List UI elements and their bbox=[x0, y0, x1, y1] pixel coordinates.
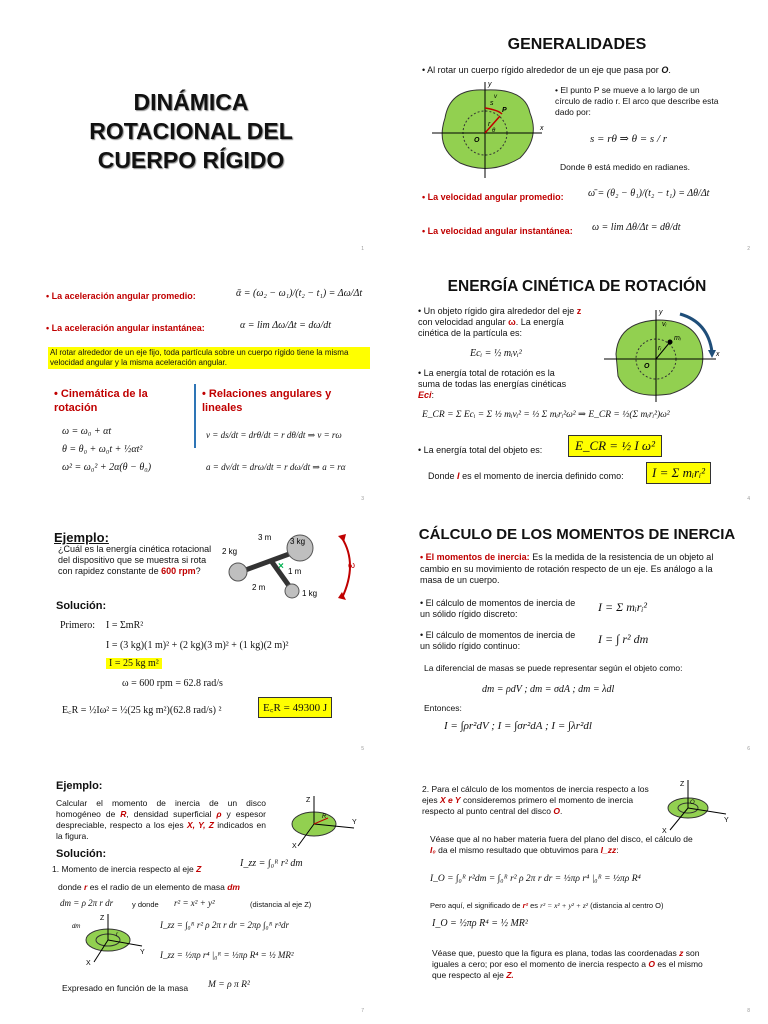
slide-1 bbox=[14, 22, 368, 254]
planar-text-1: Véase que, puesto que la figura es plana, todas las coordenadas bbox=[432, 948, 677, 958]
inertia-symbol: I bbox=[457, 471, 460, 481]
solution-label: Solución: bbox=[56, 848, 107, 860]
element-radius bbox=[58, 881, 240, 893]
primero-label: Primero: bbox=[60, 620, 95, 631]
mass-eq: M = ρ π R² bbox=[208, 980, 250, 990]
svg-text:vᵢ: vᵢ bbox=[662, 321, 667, 328]
svg-text:Z: Z bbox=[680, 781, 685, 788]
continuous-bullet: • El cálculo de momentos de inercia de un sólido rígido continuo: bbox=[420, 630, 576, 651]
mass-point bbox=[668, 340, 673, 345]
solution-result: E꜀R = 49300 J bbox=[258, 697, 332, 718]
continuous-eq: I = ∫ r² dm bbox=[598, 632, 649, 646]
element-text: es el radio de un elemento de masa bbox=[89, 882, 225, 892]
slide-2 bbox=[400, 22, 754, 254]
discrete-bullet: • El cálculo de momentos de inercia de un sólido rígido discreto: bbox=[420, 598, 576, 619]
izz-eq: I_zz = ∫₀ᴿ r² dm bbox=[240, 858, 303, 869]
disk-diagram-2 bbox=[70, 910, 150, 966]
page-number: 1 bbox=[361, 246, 364, 252]
solution-line-3: I = 25 kg m² bbox=[106, 658, 162, 669]
inertia-eq: I = Σ mᵢrᵢ² bbox=[646, 462, 711, 484]
slide-5 bbox=[14, 522, 368, 754]
avg-angular-velocity-eq: ω̄ = (θ₂ − θ₁)/(t₂ − t₁) = Δθ/Δt bbox=[588, 188, 710, 199]
title-line-3: CUERPO RÍGIDO bbox=[97, 147, 285, 173]
page-number: 7 bbox=[361, 1008, 364, 1014]
io-paragraph: Véase que al no haber materia fuera del plano del disco, el cálculo de I₀ da el mismo resultado que obtuvimos para I_zz: bbox=[430, 834, 693, 855]
radians-note: Donde θ está medido en radianes. bbox=[560, 162, 690, 172]
problem-text-2: , densidad superficial bbox=[126, 809, 212, 819]
label-theta: θ bbox=[492, 128, 496, 134]
svg-text:Z: Z bbox=[306, 797, 311, 804]
xy-axes-paragraph: 2. Para el cálculo de los momentos de inercia respecto a los ejes X e Y consideremos primero el momento de inercia respecto al punto central del disco O. bbox=[422, 784, 649, 816]
axis-z: Z bbox=[196, 864, 202, 874]
linear-relation-acceleration: a = dv/dt = drω/dt = r dω/dt ⇒ a = rα bbox=[206, 462, 346, 472]
dm-symbol: dm bbox=[227, 882, 240, 892]
izz-result-eq: I_zz = ½πρ r⁴ |₀ᴿ = ½πρ R⁴ = ½ MR² bbox=[160, 950, 294, 960]
donde-text: donde bbox=[58, 882, 82, 892]
bullet-rotation: • Al rotar un cuerpo rígido alrededor de un eje que pasa por O. bbox=[422, 65, 671, 75]
disk-diagram-1 bbox=[282, 794, 362, 850]
axes-symbols: X, Y, Z bbox=[186, 820, 214, 830]
page-number: 5 bbox=[361, 746, 364, 752]
r-symbol: r bbox=[84, 882, 88, 892]
io-symbol: I₀ bbox=[430, 845, 436, 855]
svg-text:R: R bbox=[322, 814, 327, 820]
axis-z: z bbox=[576, 306, 582, 316]
r2-text: Pero aquí, el significado de bbox=[430, 901, 521, 910]
label-p: P bbox=[502, 107, 507, 114]
rotation-bullet bbox=[418, 306, 590, 339]
kinematics-eq-2: θ = θ₀ + ω₀t + ½αt² bbox=[62, 444, 143, 455]
disk-diagram-3 bbox=[652, 776, 732, 836]
svg-text:X: X bbox=[292, 843, 297, 850]
slide-3 bbox=[14, 272, 368, 504]
kinematics-title: • Cinemática de la rotación bbox=[54, 388, 148, 414]
object-energy-label: • La energía total del objeto es: bbox=[418, 445, 543, 455]
eci-label: Eci bbox=[418, 390, 432, 400]
radius-symbol: R bbox=[120, 809, 127, 819]
page-number: 4 bbox=[747, 496, 750, 502]
planar-text-2: son iguales a cero; por eso el momento de inercia respecto a bbox=[432, 948, 700, 969]
inst-angular-acc-eq: α = lim Δω/Δt = dω/dt bbox=[240, 320, 331, 331]
center-o: O bbox=[553, 806, 560, 816]
ydonde-text: y donde bbox=[132, 900, 159, 909]
arc-description: • El punto P se mueve a lo largo de un círculo de radio r. El arco que describe esta dado por: bbox=[555, 85, 719, 117]
svg-text:O: O bbox=[690, 800, 695, 806]
page-number: 2 bbox=[747, 246, 750, 252]
inst-angular-acc-label: • La aceleración angular instantánea: bbox=[46, 323, 205, 333]
xy-text-1: 2. Para el cálculo de los momentos de inercia respecto a los ejes bbox=[422, 784, 649, 805]
total-energy-eq: E_CR = Σ Ecᵢ = Σ ½ mᵢvᵢ² = ½ Σ mᵢrᵢ²ω² ⇒ E_CR = ½(Σ mᵢrᵢ²)ω² bbox=[422, 410, 670, 420]
z-coordinate: z bbox=[679, 948, 684, 958]
label-o: O bbox=[474, 137, 480, 144]
object-energy-eq: E_CR = ½ I ω² bbox=[568, 435, 662, 457]
slide-7-title: Ejemplo: bbox=[56, 780, 103, 792]
total-energy-text: • La energía total de rotación es la suma de todas las energías cinéticas bbox=[418, 368, 567, 389]
inst-angular-velocity-label: • La velocidad angular instantánea: bbox=[422, 226, 573, 236]
svg-text:O: O bbox=[644, 363, 650, 370]
inertia-def-text: Es la medida de la resistencia de un objeto al cambio en su movimiento de rotación respecto de un eje. Es análogo a la masa de un cuerpo. bbox=[420, 552, 714, 585]
izz-symbol: I_zz bbox=[600, 845, 617, 855]
svg-text:dm: dm bbox=[72, 924, 81, 930]
mass-diff-eq: dm = ρdV ; dm = σdA ; dm = λdl bbox=[482, 684, 615, 695]
mass-2kg bbox=[229, 563, 247, 581]
svg-text:Z: Z bbox=[100, 915, 105, 922]
solution-line-4: ω = 600 rpm = 62.8 rad/s bbox=[122, 678, 223, 689]
svg-text:X: X bbox=[86, 960, 91, 966]
avg-angular-acc-eq: ᾱ = (ω₂ − ω₁)/(t₂ − t₁) = Δω/Δt bbox=[236, 288, 363, 299]
inertia-def-text: es el momento de inercia definido como: bbox=[462, 471, 624, 481]
slide-7 bbox=[14, 772, 368, 1016]
solution-label: Solución: bbox=[56, 600, 107, 612]
title-line-2: ROTACIONAL DEL bbox=[89, 118, 293, 144]
io-text-2: da el mismo resultado que obtuvimos para bbox=[438, 845, 599, 855]
r2-symbol: r² bbox=[522, 901, 528, 910]
inertia-definition bbox=[428, 470, 624, 482]
question bbox=[58, 544, 218, 577]
page-number: 8 bbox=[747, 1008, 750, 1014]
center-distance-note: (distancia al centro O) bbox=[590, 901, 664, 910]
page-number: 3 bbox=[361, 496, 364, 502]
svg-text:y: y bbox=[659, 309, 663, 316]
problem-text-1: Calcular el momento de inercia de un disco homogéneo de bbox=[56, 798, 266, 819]
inst-angular-velocity-eq: ω = lim Δθ/Δt = dθ/dt bbox=[592, 222, 681, 233]
rotation-text-c: . La energía cinética de la partícula es: bbox=[418, 317, 564, 338]
svg-text:ω: ω bbox=[348, 560, 356, 570]
io-text-1: Véase que al no haber materia fuera del plano del disco, el cálculo de bbox=[430, 834, 693, 844]
slide-5-title: Ejemplo: bbox=[54, 530, 109, 545]
arc-equation: s = rθ ⇒ θ = s / r bbox=[590, 133, 668, 145]
ke-diagram bbox=[598, 304, 728, 404]
svg-text:X: X bbox=[662, 828, 667, 835]
step-1-text: 1. Momento de inercia respecto al eje bbox=[52, 864, 194, 874]
problem-text-3: y espesor despreciable, respecto a los ejes bbox=[56, 809, 266, 830]
bullet-rotation-text: • Al rotar un cuerpo rígido alrededor de un eje que pasa por bbox=[422, 65, 659, 75]
svg-text:rᵢ: rᵢ bbox=[658, 345, 662, 352]
label-x: x bbox=[540, 125, 544, 132]
svg-text:3 kg: 3 kg bbox=[290, 537, 306, 546]
relations-title: • Relaciones angulares y lineales bbox=[202, 388, 332, 414]
avg-angular-velocity-label: • La velocidad angular promedio: bbox=[422, 192, 564, 202]
mass-1kg bbox=[285, 584, 299, 598]
svg-text:mᵢ: mᵢ bbox=[674, 335, 681, 342]
page-number: 6 bbox=[747, 746, 750, 752]
distance-note: (distancia al eje Z) bbox=[250, 900, 312, 909]
svg-text:Y: Y bbox=[724, 817, 729, 824]
svg-text:1 m: 1 m bbox=[288, 567, 302, 576]
slide-6 bbox=[400, 522, 754, 754]
svg-text:1 kg: 1 kg bbox=[302, 589, 318, 598]
inertia-red-label: • El momentos de inercia: bbox=[420, 552, 530, 562]
svg-text:2 m: 2 m bbox=[252, 583, 266, 592]
avg-angular-acc-label: • La aceleración angular promedio: bbox=[46, 291, 196, 301]
problem-text-4: indicados en la figura. bbox=[56, 820, 266, 841]
step-1 bbox=[52, 863, 201, 875]
slide-8 bbox=[400, 772, 754, 1016]
svg-text:r: r bbox=[116, 932, 118, 938]
particle-ke-eq: Ecᵢ = ½ mᵢvᵢ² bbox=[470, 348, 522, 359]
solution-line-1: I = ΣmR² bbox=[106, 620, 144, 631]
planar-text-3: es el mismo que respecto al eje bbox=[432, 959, 703, 980]
kinematics-eq-3: ω² = ω₀² + 2α(θ − θ₀) bbox=[62, 462, 152, 473]
rpm-value: 600 rpm bbox=[161, 566, 196, 576]
donde-text: Donde bbox=[428, 471, 455, 481]
svg-text:3 m: 3 m bbox=[258, 533, 272, 542]
rotation-text-a: • Un objeto rígido gira alrededor del eje bbox=[418, 306, 575, 316]
svg-text:2 kg: 2 kg bbox=[222, 547, 238, 556]
entonces-label: Entonces: bbox=[424, 703, 462, 713]
title-line-1: DINÁMICA bbox=[133, 89, 249, 115]
inertia-integrals: I = ∫ρr²dV ; I = ∫σr²dA ; I = ∫λr²dl bbox=[444, 720, 592, 732]
r2-meaning bbox=[430, 900, 664, 912]
center-o-2: O bbox=[648, 959, 656, 969]
kinematics-eq-1: ω = ω₀ + αt bbox=[62, 426, 112, 437]
dumbbell-diagram bbox=[222, 524, 362, 604]
r2-eq: r² = x² + y² + z² bbox=[540, 901, 589, 910]
dm-eq: dm = ρ 2π r dr bbox=[60, 898, 114, 908]
label-v: v bbox=[494, 94, 497, 100]
question-text: ¿Cuál es la energía cinética rotacional del dispositivo que se muestra si rota con rapidez constante de bbox=[58, 544, 212, 576]
slide-4-title: ENERGÍA CINÉTICA DE ROTACIÓN bbox=[447, 278, 707, 295]
inertia-definition-bullet bbox=[420, 552, 720, 587]
problem-statement bbox=[56, 798, 266, 842]
fixed-axis-highlight: Al rotar alrededor de un eje fijo, toda partícula sobre un cuerpo rígido tiene la misma velocidad angular y la misma aceleración angular. bbox=[48, 347, 370, 369]
izz-integral-eq: I_zz = ∫₀ᴿ r² ρ 2π r dr = 2πρ ∫₀ᴿ r³dr bbox=[160, 920, 289, 930]
point-o-label: O bbox=[661, 65, 669, 75]
label-r: r bbox=[488, 121, 491, 128]
omega-label: ω bbox=[508, 317, 516, 327]
linear-relation-velocity: v = ds/dt = drθ/dt = r dθ/dt ⇒ v = rω bbox=[206, 430, 342, 440]
svg-text:Y: Y bbox=[352, 819, 357, 826]
slide-2-title: GENERALIDADES bbox=[507, 36, 647, 53]
rotation-diagram bbox=[430, 78, 550, 178]
slide-6-title: CÁLCULO DE LOS MOMENTOS DE INERCIA bbox=[418, 526, 736, 543]
discrete-eq: I = Σ mᵢrᵢ² bbox=[598, 600, 647, 614]
svg-text:Y: Y bbox=[140, 949, 145, 956]
mass-diff-text: La diferencial de masas se puede representar según el objeto como: bbox=[424, 663, 683, 673]
label-s: s bbox=[490, 100, 494, 107]
solution-line-2: I = (3 kg)(1 m)² + (2 kg)(3 m)² + (1 kg)(2 m)² bbox=[106, 640, 289, 651]
slide-1-title bbox=[14, 88, 368, 175]
axis-z-2: Z. bbox=[506, 970, 514, 980]
rotation-text-b: con velocidad angular bbox=[418, 317, 506, 327]
r2-eq: r² = x² + y² bbox=[174, 898, 215, 908]
column-divider bbox=[194, 384, 196, 448]
mass-expression-text: Expresado en función de la masa bbox=[62, 983, 189, 993]
label-y: y bbox=[488, 81, 492, 88]
r2-es: es bbox=[530, 901, 539, 910]
total-energy-bullet: • La energía total de rotación es la suma de todas las energías cinéticas Eci: bbox=[418, 368, 567, 400]
density-symbol: ρ bbox=[216, 809, 222, 819]
xy-axes-symbols: X e Y bbox=[439, 795, 461, 805]
io-result-eq: I_O = ½πρ R⁴ = ½ MR² bbox=[432, 918, 528, 929]
xy-text-2: consideremos primero el momento de inercia respecto al punto central del disco bbox=[422, 795, 634, 816]
io-integral-eq: I_O = ∫₀ᴿ r²dm = ∫₀ᴿ r² ρ 2π r dr = ½πρ r⁴ |₀ᴿ = ½πρ R⁴ bbox=[430, 874, 641, 884]
solution-line-5: E꜀R = ½Iω² = ½(25 kg m²)(62.8 rad/s) ² bbox=[62, 705, 222, 716]
question-end: ? bbox=[195, 566, 201, 576]
svg-text:×: × bbox=[278, 561, 284, 572]
slide-4 bbox=[400, 272, 754, 504]
svg-text:x: x bbox=[716, 351, 720, 358]
planar-paragraph bbox=[432, 948, 716, 981]
